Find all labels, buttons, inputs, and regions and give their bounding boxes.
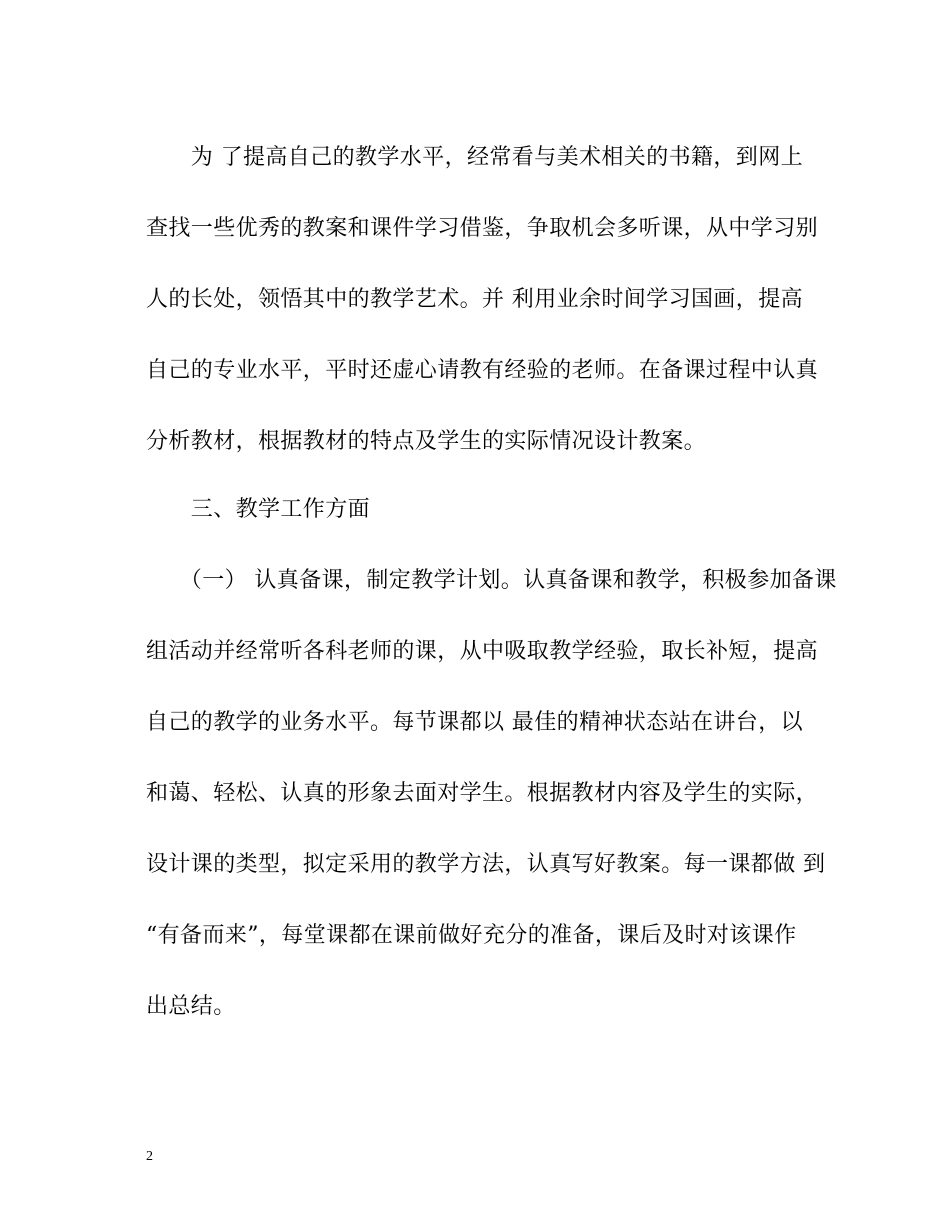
paragraph-line: 自己的专业水平，平时还虚心请教有经验的老师。在备课过程中认真 — [146, 358, 819, 383]
paragraph-line: （一） 认真备课，制定教学计划。认真备课和教学，积极参加备课 — [146, 568, 837, 593]
paragraph-line: 分析教材，根据教材的特点及学生的实际情况设计教案。 — [146, 429, 707, 454]
paragraph-line: 为 了提高自己的教学水平，经常看与美术相关的书籍，到网上 — [146, 145, 803, 170]
paragraph-line: 人的长处，领悟其中的教学艺术。并 利用业余时间学习国画，提高 — [146, 287, 803, 312]
paragraph-line: 和蔼、轻松、认真的形象去面对学生。根据教材内容及学生的实际， — [146, 781, 819, 806]
paragraph-line: “有备而来”，每堂课都在课前做好充分的准备，课后及时对该课作 — [146, 923, 797, 948]
paragraph-line: 查找一些优秀的教案和课件学习借鉴，争取机会多听课，从中学习别 — [146, 216, 819, 241]
page-number: 2 — [146, 1149, 153, 1164]
paragraph-line: 组活动并经常听各科老师的课，从中吸取教学经验，取长补短，提高 — [146, 639, 819, 664]
paragraph-line: 设计课的类型，拟定采用的教学方法，认真写好教案。每一课都做 到 — [146, 852, 826, 877]
paragraph-line: 自己的教学的业务水平。每节课都以 最佳的精神状态站在讲台，以 — [146, 710, 803, 735]
section-heading: 三、教学工作方面 — [146, 497, 371, 522]
paragraph-line: 出总结。 — [146, 994, 236, 1019]
